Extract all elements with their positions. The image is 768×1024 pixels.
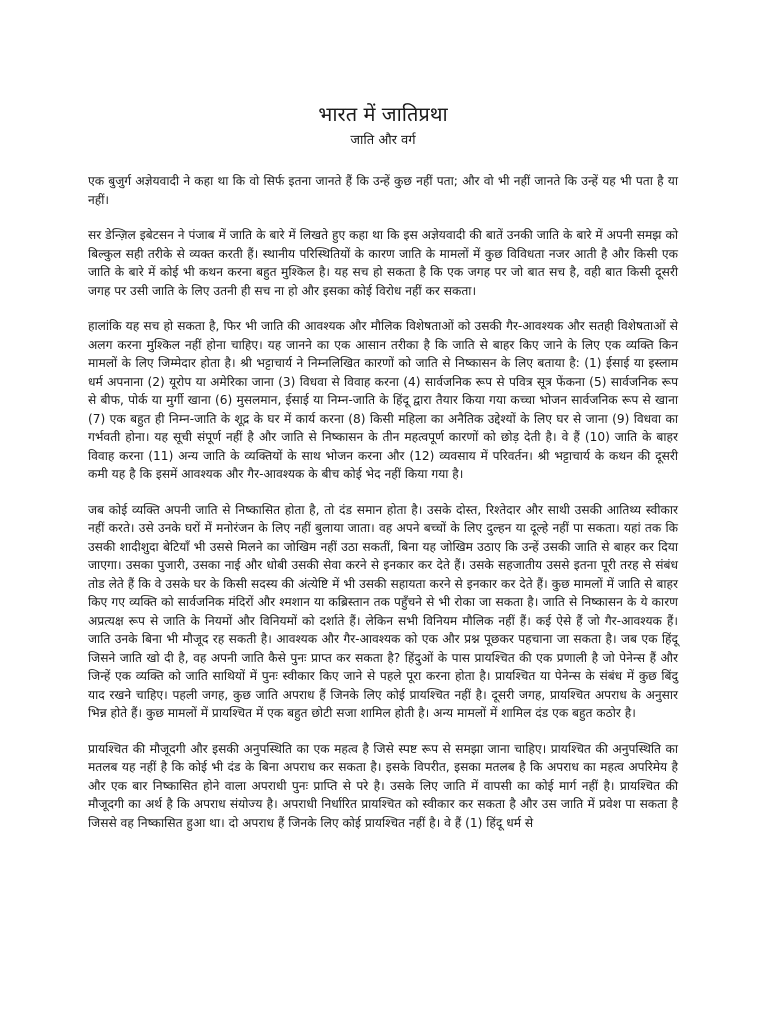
paragraph-1: एक बुजुर्ग अज्ञेयवादी ने कहा था कि वो सिर्फ इतना जानते हैं कि उन्हें कुछ नहीं पता; और वो भी नहीं जानते कि उन्हें यह भी पता है या नहीं।: [88, 174, 678, 207]
paragraph-5: प्रायश्चित की मौजूदगी और इसकी अनुपस्थिति का एक महत्व है जिसे स्पष्ट रूप से समझा जाना चाहिए। प्रायश्चित की अनुपस्थिति का मतलब यह नहीं है कि कोई भी दंड के बिना अपराध कर सकता है। इसके विपरीत, इसका मतलब है कि अपराध का महत्व अपरिमेय है और एक बार निष्कासित होने वाला अपराधी पुनः प्राप्ति से परे है। उसके लिए जाति में वापसी का कोई मार्ग नहीं है। प्रायश्चित की मौजूदगी का अर्थ है कि अपराध संयोज्य है। अपराधी निर्धारित प्रायश्चित को स्वीकार कर सकता है और उस जाति में प्रवेश पा सकता है जिससे वह निष्कासित हुआ था। दो अपराध हैं जिनके लिए कोई प्रायश्चित नहीं है। वे हैं (1) हिंदू धर्म से: [88, 741, 678, 830]
document-title: भारत में जातिप्रथा: [318, 102, 448, 126]
paragraph-2: सर डेन्ज़िल इबेटसन ने पंजाब में जाति के बारे में लिखते हुए कहा था कि इस अज्ञेयवादी की बातें उनकी जाति के बारे में अपनी समझ को बिल्कुल सही तरीके से व्यक्त करती हैं। स्थानीय परिस्थितियों के कारण जाति के मामलों में कुछ विविधता नजर आती है और किसी एक जाति के बारे में कोई भी कथन करना बहुत मुश्किल है। यह सच हो सकता है कि एक जगह पर जो बात सच है, वही बात किसी दूसरी जगह पर उसी जाति के लिए उतनी ही सच ना हो और इसका कोई विरोध नहीं कर सकता।: [88, 228, 678, 298]
document-subtitle: जाति और वर्ग: [350, 133, 416, 148]
document-page: [88, 100, 678, 849]
paragraph-4: जब कोई व्यक्ति अपनी जाति से निष्कासित होता है, तो दंड समान होता है। उसके दोस्त, रिश्तेदार और साथी उसकी आतिथ्य स्वीकार नहीं करते। उसे उनके घरों में मनोरंजन के लिए नहीं बुलाया जाता। वह अपने बच्चों के लिए दुल्हन या दूल्हे नहीं पा सकता। यहां तक कि उसकी शादीशुदा बेटियाँ भी उससे मिलने का जोखिम नहीं उठा सकतीं, बिना यह जोखिम उठाए कि उन्हें उसकी जाति से बाहर कर दिया जाएगा। उसका पुजारी, उसका नाई और धोबी उसकी सेवा करने से इनकार कर देते हैं। उसके सहजातीय उससे इतना पूरी तरह से संबंध तोड लेते हैं कि वे उसके घर के किसी सदस्य की अंत्येष्टि में भी उसकी सहायता करने से इनकार कर देते हैं। कुछ मामलों में जाति से बाहर किए गए व्यक्ति को सार्वजनिक मंदिरों और श्मशान या कब्रिस्तान तक पहुँचने से भी रोका जा सकता है। जाति से निष्कासन के ये कारण अप्रत्यक्ष रूप से जाति के नियमों और विनियमों को दर्शाते हैं। लेकिन सभी विनियम मौलिक नहीं हैं। कई ऐसे हैं जो गैर-आवश्यक हैं। जाति उनके बिना भी मौजूद रह सकती है। आवश्यक और गैर-आवश्यक को एक और प्रश्न पूछकर पहचाना जा सकता है। जब एक हिंदू जिसने जाति खो दी है, वह अपनी जाति कैसे पुनः प्राप्त कर सकता है? हिंदुओं के पास प्रायश्चित की एक प्रणाली है जो पेनेन्स हैं और जिन्हें एक व्यक्ति को जाति साथियों में पुनः स्वीकार किए जाने से पहले पूरा करना होता है। प्रायश्चित या पेनेन्स के संबंध में कुछ बिंदु याद रखने चाहिए। पहली जगह, कुछ जाति अपराध हैं जिनके लिए कोई प्रायश्चित नहीं है। दूसरी जगह, प्रायश्चित अपराध के अनुसार भिन्न होते हैं। कुछ मामलों में प्रायश्चित में एक बहुत छोटी सजा शामिल होती है। अन्य मामलों में शामिल दंड एक बहुत कठोर है।: [88, 502, 678, 720]
paragraph-3: हालांकि यह सच हो सकता है, फिर भी जाति की आवश्यक और मौलिक विशेषताओं को उसकी गैर-आवश्यक और सतही विशेषताओं से अलग करना मुश्किल नहीं होना चाहिए। यह जानने का एक आसान तरीका है कि जाति से बाहर किए जाने के लिए एक व्यक्ति किन मामलों के लिए जिम्मेदार होता है। श्री भट्टाचार्य ने निम्नलिखित कारणों को जाति से निष्कासन के लिए बताया है: (1) ईसाई या इस्लाम धर्म अपनाना (2) यूरोप या अमेरिका जाना (3) विधवा से विवाह करना (4) सार्वजनिक रूप से पवित्र सूत्र फेंकना (5) सार्वजनिक रूप से बीफ, पोर्क या मुर्गी खाना (6) मुसलमान, ईसाई या निम्न-जाति के हिंदू द्वारा तैयार किया गया कच्चा भोजन सार्वजनिक रूप से खाना (7) एक बहुत ही निम्न-जाति के शूद्र के घर में कार्य करना (8) किसी महिला का अनैतिक उद्देश्यों के लिए घर से जाना (9) विधवा का गर्भवती होना। यह सूची संपूर्ण नहीं है और जाति से निष्कासन के तीन महत्वपूर्ण कारणों को छोड़ देती है। वे हैं (10) जाति के बाहर विवाह करना (11) अन्य जाति के व्यक्तियों के साथ भोजन करना और (12) व्यवसाय में परिवर्तन। श्री भट्टाचार्य के कथन की दूसरी कमी यह है कि इसमें आवश्यक और गैर-आवश्यक के बीच कोई भेद नहीं किया गया है।: [88, 319, 678, 481]
